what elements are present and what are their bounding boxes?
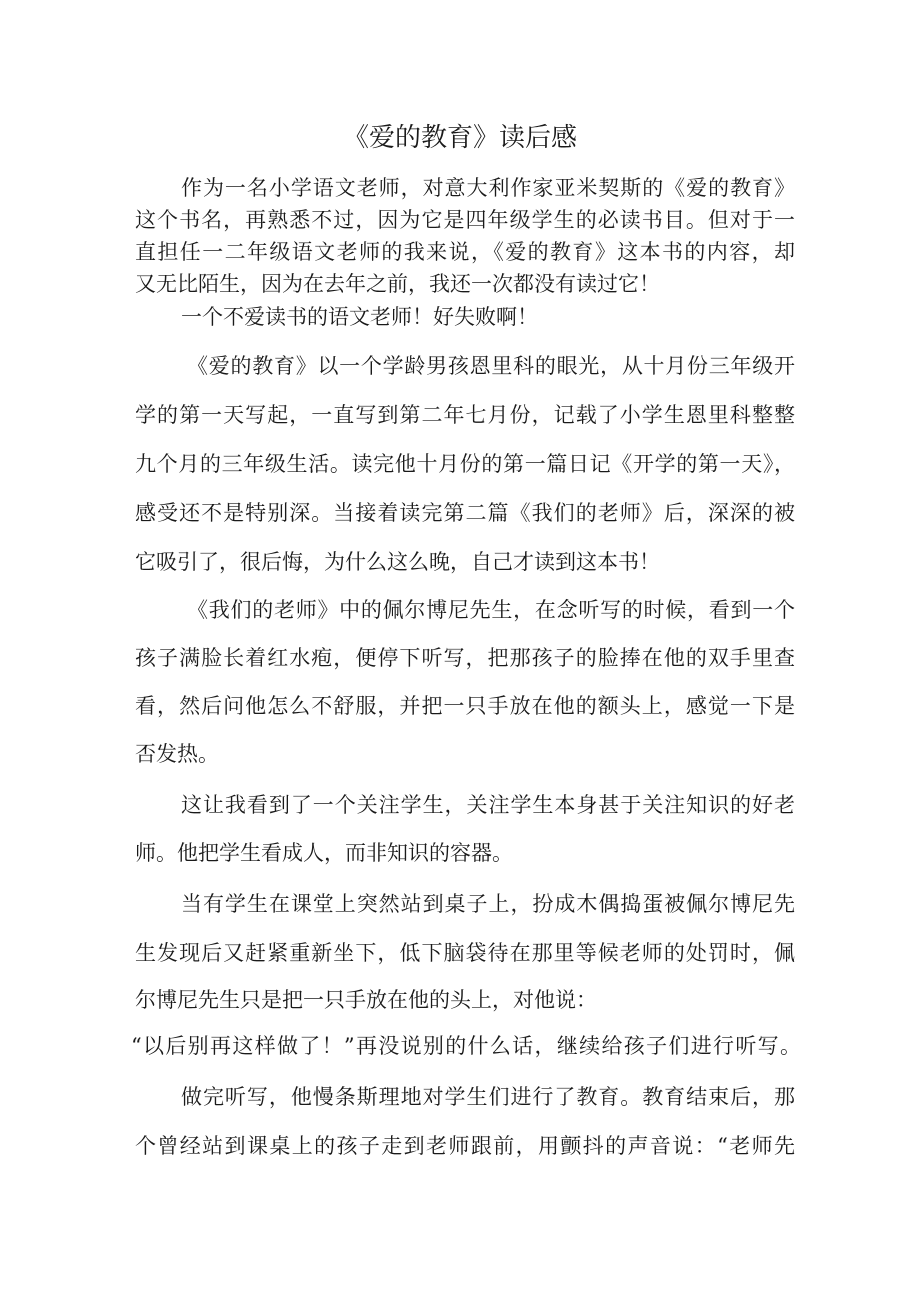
text-line: 做完听写，他慢条斯理地对学生们进行了教育。教育结束后，那 — [181, 1085, 795, 1109]
text-line: 《我们的老师》中的佩尔博尼先生，在念听写的时候，看到一个 — [187, 598, 795, 622]
text-line: 当有学生在课堂上突然站到桌子上，扮成木偶捣蛋被佩尔博尼先 — [181, 892, 795, 916]
text-line: 个曾经站到课桌上的孩子走到老师跟前，用颤抖的声音说：“老师先 — [135, 1134, 795, 1158]
text-line: 尔博尼先生只是把一只手放在他的头上，对他说： — [135, 988, 597, 1012]
text-line: 感受还不是特别深。当接着读完第二篇《我们的老师》后，深深的被 — [135, 501, 795, 525]
text-line: 孩子满脸长着红水疱，便停下听写，把那孩子的脸捧在他的双手里查 — [135, 646, 795, 670]
text-line: “以后别再这样做了！”再没说别的什么话，继续给孩子们进行听写。 — [131, 1034, 801, 1058]
text-line: 又无比陌生，因为在去年之前，我还一次都没有读过它！ — [135, 272, 660, 296]
text-line: 这个书名，再熟悉不过，因为它是四年级学生的必读书目。但对于一 — [135, 208, 795, 232]
text-line: 它吸引了，很后悔，为什么这么晚，自己才读到这本书！ — [135, 550, 660, 574]
text-line: 一个不爱读书的语文老师！好失败啊！ — [181, 305, 538, 329]
text-line: 这让我看到了一个关注学生，关注学生本身甚于关注知识的好老 — [181, 793, 795, 817]
text-line: 九个月的三年级生活。读完他十月份的第一篇日记《开学的第一天》， — [135, 452, 795, 476]
text-line: 师。他把学生看成人，而非知识的容器。 — [135, 841, 513, 865]
text-line: 直担任一二年级语文老师的我来说，《爱的教育》这本书的内容，却 — [135, 240, 795, 264]
document-title: 《爱的教育》读后感 — [342, 123, 577, 153]
text-line: 看，然后问他怎么不舒服，并把一只手放在他的额头上，感觉一下是 — [135, 694, 795, 718]
text-line: 作为一名小学语文老师，对意大利作家亚米契斯的《爱的教育》 — [181, 176, 795, 200]
text-line: 学的第一天写起，一直写到第二年七月份，记载了小学生恩里科整整 — [135, 403, 795, 427]
text-line: 生发现后又赶紧重新坐下，低下脑袋待在那里等候老师的处罚时，佩 — [135, 941, 795, 965]
text-line: 否发热。 — [135, 742, 219, 766]
text-line: 《爱的教育》以一个学龄男孩恩里科的眼光，从十月份三年级开 — [187, 354, 795, 378]
